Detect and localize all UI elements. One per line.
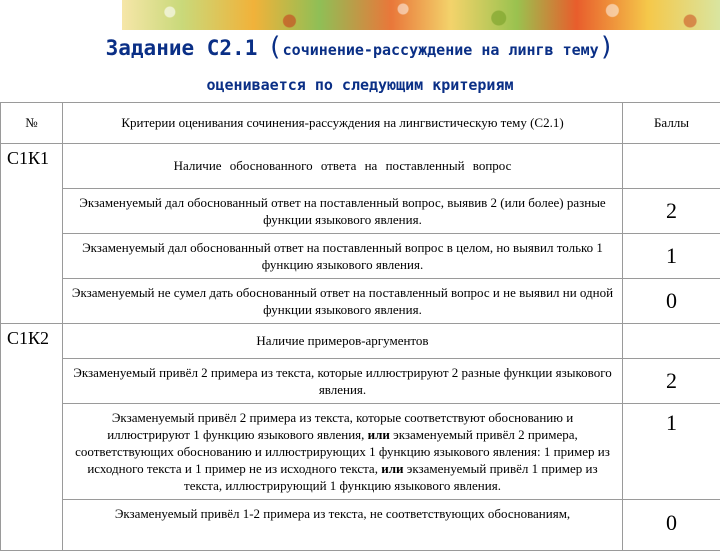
criterion-description: Экзаменуемый привёл 2 примера из текста, которые иллюстрируют 2 разные функции языкового явления. bbox=[63, 359, 623, 404]
criterion-description bbox=[63, 404, 623, 500]
desc-part: экзаменуемый привёл 2 примера, соответствующих обоснованию и иллюстрирующих 1 функцию языкового явления: 1 пример из исходного текста и 1 пример не из исходного текста, bbox=[75, 427, 610, 476]
criterion-score: 0 bbox=[623, 279, 720, 324]
desc-emphasis-or: или bbox=[368, 427, 390, 442]
criteria-table bbox=[0, 102, 720, 551]
table-header-row bbox=[1, 103, 720, 144]
title-main: Задание С2.1 bbox=[106, 36, 258, 60]
criterion-title-row bbox=[1, 324, 720, 359]
criterion-title-score-cell bbox=[623, 144, 720, 189]
column-header-number: № bbox=[1, 103, 63, 144]
title-paren-close: ) bbox=[599, 32, 615, 62]
table-row bbox=[1, 234, 720, 279]
criterion-title-score-cell bbox=[623, 324, 720, 359]
table-row bbox=[1, 189, 720, 234]
title-topic: сочинение-рассуждение на лингв тему bbox=[283, 41, 599, 59]
table-row bbox=[1, 279, 720, 324]
title-paren-open: ( bbox=[267, 32, 283, 62]
table-row bbox=[1, 500, 720, 551]
column-header-score: Баллы bbox=[623, 103, 720, 144]
criterion-description: Экзаменуемый дал обоснованный ответ на поставленный вопрос в целом, но выявил только 1 функцию языкового явления. bbox=[63, 234, 623, 279]
criterion-title-row bbox=[1, 144, 720, 189]
criterion-score: 0 bbox=[623, 500, 720, 551]
criterion-code: С1К1 bbox=[1, 144, 63, 324]
criterion-score: 2 bbox=[623, 359, 720, 404]
criterion-title: Наличие обоснованного ответа на поставленный вопрос bbox=[63, 144, 623, 189]
desc-part: экзаменуемый привёл 1 пример из текста, иллюстрирующий 1 функцию языкового явления. bbox=[184, 461, 598, 493]
criterion-description: Экзаменуемый дал обоснованный ответ на поставленный вопрос, выявив 2 (или более) разные функции языкового явления. bbox=[63, 189, 623, 234]
criterion-description: Экзаменуемый привёл 1-2 примера из текста, не соответствующих обоснованиям, bbox=[63, 500, 623, 551]
criterion-code: С1К2 bbox=[1, 324, 63, 551]
criterion-score: 1 bbox=[623, 234, 720, 279]
table-row bbox=[1, 404, 720, 500]
banner-pattern bbox=[122, 0, 720, 30]
page-subtitle: оценивается по следующим критериям bbox=[0, 76, 720, 94]
criterion-score: 1 bbox=[623, 404, 720, 500]
page-title bbox=[0, 32, 720, 62]
column-header-criteria: Критерии оценивания сочинения-рассуждения на лингвистическую тему (С2.1) bbox=[63, 103, 623, 144]
table-row bbox=[1, 359, 720, 404]
criterion-description: Экзаменуемый не сумел дать обоснованный ответ на поставленный вопрос и не выявил ни одной функции языкового явления. bbox=[63, 279, 623, 324]
desc-part: Экзаменуемый привёл 2 примера из текста, которые соответствуют обоснованию и иллюстрируют 1 функцию языкового явления, bbox=[107, 410, 573, 442]
criterion-score: 2 bbox=[623, 189, 720, 234]
desc-emphasis-or: или bbox=[381, 461, 403, 476]
criterion-title: Наличие примеров-аргументов bbox=[63, 324, 623, 359]
decorative-banner bbox=[122, 0, 720, 30]
